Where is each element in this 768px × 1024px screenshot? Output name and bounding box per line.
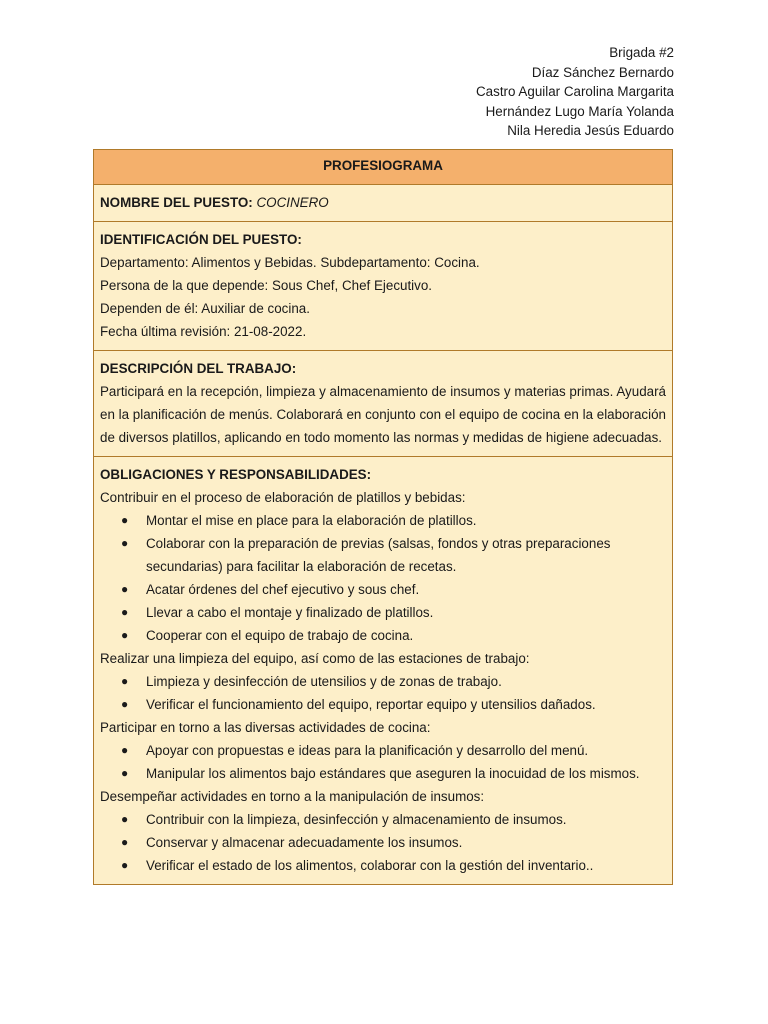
list-item bbox=[100, 532, 666, 578]
obligation-group-intro: Participar en torno a las diversas actividades de cocina: bbox=[100, 720, 431, 735]
identification-line: Persona de la que depende: Sous Chef, Chef Ejecutivo. bbox=[100, 278, 433, 293]
list-item bbox=[100, 624, 666, 647]
obligation-list bbox=[100, 739, 666, 785]
identification-line: Dependen de él: Auxiliar de cocina. bbox=[100, 301, 310, 316]
list-item bbox=[100, 831, 666, 854]
table-title: PROFESIOGRAMA bbox=[94, 150, 672, 185]
list-item bbox=[100, 762, 666, 785]
list-item-text: Conservar y almacenar adecuadamente los insumos. bbox=[146, 835, 463, 850]
obligations-section bbox=[94, 457, 672, 885]
bullet-icon: ● bbox=[121, 697, 129, 711]
list-item bbox=[100, 509, 666, 532]
list-item-text: Llevar a cabo el montaje y finalizado de platillos. bbox=[146, 605, 434, 620]
job-name-value: COCINERO bbox=[256, 195, 329, 210]
list-item bbox=[100, 670, 666, 693]
bullet-icon: ● bbox=[121, 812, 129, 826]
list-item-text: Apoyar con propuestas e ideas para la planificación y desarrollo del menú. bbox=[146, 743, 589, 758]
profesiograma-table bbox=[93, 149, 673, 885]
bullet-icon: ● bbox=[121, 582, 129, 596]
obligation-group-intro: Contribuir en el proceso de elaboración de platillos y bebidas: bbox=[100, 490, 466, 505]
list-item-text: Colaborar con la preparación de previas (salsas, fondos y otras preparaciones secundarias) para facilitar la elaboración de recetas. bbox=[146, 536, 611, 574]
list-item-text: Acatar órdenes del chef ejecutivo y sous chef. bbox=[146, 582, 420, 597]
obligation-group-intro: Desempeñar actividades en torno a la manipulación de insumos: bbox=[100, 789, 485, 804]
job-identification-section bbox=[94, 222, 672, 351]
obligation-list bbox=[100, 509, 666, 647]
list-item bbox=[100, 693, 666, 716]
identification-line: Fecha última revisión: 21-08-2022. bbox=[100, 324, 307, 339]
list-item-text: Cooperar con el equipo de trabajo de cocina. bbox=[146, 628, 414, 643]
list-item-text: Contribuir con la limpieza, desinfección y almacenamiento de insumos. bbox=[146, 812, 567, 827]
job-description-text: Participará en la recepción, limpieza y almacenamiento de insumos y materias primas. Ayudará en la planificación de menús. Colaborará en conjunto con el equipo de cocina en la elaboración de diversos platillos, aplicando en todo momento las normas y medidas de higiene adecuadas. bbox=[100, 384, 666, 445]
author-name: Hernández Lugo María Yolanda bbox=[485, 103, 674, 119]
bullet-icon: ● bbox=[121, 536, 129, 550]
section-heading: IDENTIFICACIÓN DEL PUESTO: bbox=[100, 232, 302, 247]
job-name-row bbox=[94, 185, 672, 222]
list-item-text: Limpieza y desinfección de utensilios y de zonas de trabajo. bbox=[146, 674, 502, 689]
author-name: Díaz Sánchez Bernardo bbox=[531, 64, 674, 80]
author-name: Castro Aguilar Carolina Margarita bbox=[476, 84, 674, 99]
list-item-text: Verificar el estado de los alimentos, colaborar con la gestión del inventario.. bbox=[146, 858, 594, 873]
bullet-icon: ● bbox=[121, 835, 129, 849]
author-name: Nila Heredia Jesús Eduardo bbox=[507, 123, 674, 138]
list-item bbox=[100, 739, 666, 762]
list-item-text: Montar el mise en place para la elaboración de platillos. bbox=[146, 513, 477, 528]
list-item-text: Manipular los alimentos bajo estándares que aseguren la inocuidad de los mismos. bbox=[146, 766, 640, 781]
bullet-icon: ● bbox=[121, 674, 129, 688]
bullet-icon: ● bbox=[121, 743, 129, 757]
list-item-text: Verificar el funcionamiento del equipo, reportar equipo y utensilios dañados. bbox=[146, 697, 596, 712]
job-description-section bbox=[94, 351, 672, 457]
list-item bbox=[100, 808, 666, 831]
bullet-icon: ● bbox=[121, 605, 129, 619]
job-name-label: NOMBRE DEL PUESTO: bbox=[100, 195, 253, 210]
list-item bbox=[100, 578, 666, 601]
list-item bbox=[100, 601, 666, 624]
obligation-group-intro: Realizar una limpieza del equipo, así como de las estaciones de trabajo: bbox=[100, 651, 530, 666]
author-header bbox=[476, 43, 674, 141]
bullet-icon: ● bbox=[121, 766, 129, 780]
section-heading: DESCRIPCIÓN DEL TRABAJO: bbox=[100, 361, 297, 376]
bullet-icon: ● bbox=[121, 628, 129, 642]
brigade-label: Brigada #2 bbox=[609, 45, 674, 60]
bullet-icon: ● bbox=[121, 513, 129, 527]
identification-line: Departamento: Alimentos y Bebidas. Subdepartamento: Cocina. bbox=[100, 255, 480, 270]
bullet-icon: ● bbox=[121, 858, 129, 872]
list-item bbox=[100, 854, 666, 877]
obligation-list bbox=[100, 808, 666, 877]
section-heading: OBLIGACIONES Y RESPONSABILIDADES: bbox=[100, 467, 372, 482]
obligation-list bbox=[100, 670, 666, 716]
